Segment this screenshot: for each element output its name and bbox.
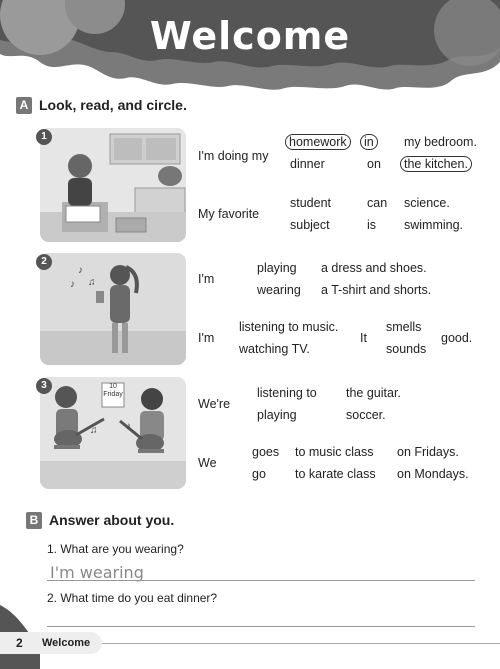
question-2: 2. What time do you eat dinner? [47,591,218,605]
item1-row1-opt2-a[interactable]: in [360,134,378,150]
item1-row2-opt3-a[interactable]: science. [404,196,450,210]
item-number-3: 3 [36,378,52,394]
page-number: 2 [16,636,23,650]
section-b-title: Answer about you. [49,512,175,528]
item2-row1-opt1-a[interactable]: playing [257,261,297,275]
svg-text:♫: ♫ [90,425,98,436]
girl-listening-music-illustration [40,253,186,365]
svg-text:♪: ♪ [126,421,131,432]
svg-text:♪: ♪ [78,265,83,276]
section-a-title: Look, read, and circle. [39,97,187,113]
item1-row1-opt1-a[interactable]: homework [285,134,351,150]
section-b-badge: B [26,512,42,529]
section-a-badge: A [16,97,32,114]
item2-row1-start: I'm [198,272,215,286]
item3-row2-opt2-a[interactable]: to music class [295,445,374,459]
item3-row1-opt1-b[interactable]: playing [257,408,297,422]
item3-row2-opt1-b[interactable]: go [252,467,266,481]
item1-row1-start: I'm doing my [198,149,269,163]
item2-row1-opt1-b[interactable]: wearing [257,283,301,297]
item3-row2-start: We [198,456,217,470]
footer-label: Welcome [42,637,91,649]
picture-2 [40,253,186,365]
item3-row2-opt3-a[interactable]: on Fridays. [397,445,459,459]
calendar-number: 10 [109,383,117,390]
item2-row1-opt2-b[interactable]: a T-shirt and shorts. [321,283,432,297]
item1-row2-opt2-a[interactable]: can [367,196,388,210]
question-1: 1. What are you wearing? [47,542,184,556]
item1-row1-opt2-b[interactable]: on [367,157,381,171]
item2-row2-opt1-b[interactable]: watching TV. [239,342,310,356]
item1-row1-opt1-b[interactable]: dinner [290,157,325,171]
answer-1-line[interactable] [47,580,475,581]
calendar-poster [102,383,124,399]
girl-studying-illustration [40,128,186,242]
item3-row2-opt3-b[interactable]: on Mondays. [397,467,469,481]
svg-text:♫: ♫ [88,277,96,288]
item2-row1-opt2-a[interactable]: a dress and shoes. [321,261,427,275]
item2-row2-mid: It [360,331,367,345]
item1-row2-opt1-b[interactable]: subject [290,218,330,232]
item2-row2-start: I'm [198,331,215,345]
item2-row2-opt2-a[interactable]: smells [386,320,422,334]
item2-row2-opt1-a[interactable]: listening to music. [239,320,339,334]
page-title: Welcome [149,14,351,58]
item3-row1-opt1-a[interactable]: listening to [257,386,317,400]
svg-text:♪: ♪ [70,279,75,290]
footer-rule [102,643,500,644]
item2-row2-end: good. [441,331,473,345]
item1-row2-opt2-b[interactable]: is [367,218,377,232]
item1-row2-opt1-a[interactable]: student [290,196,332,210]
calendar-day: Friday [103,391,123,398]
item3-row1-opt2-a[interactable]: the guitar. [346,386,401,400]
item3-row2-opt2-b[interactable]: to karate class [295,467,376,481]
picture-1 [40,128,186,242]
item1-row1-opt3-b[interactable]: the kitchen. [400,156,472,172]
item1-row1-opt3-a[interactable]: my bedroom. [404,135,477,149]
item2-row2-opt2-b[interactable]: sounds [386,342,427,356]
item1-row2-opt3-b[interactable]: swimming. [404,218,464,232]
answer-1-text[interactable]: I'm wearing [50,563,144,582]
item-number-1: 1 [36,129,52,145]
item3-row2-opt1-a[interactable]: goes [252,445,280,459]
answer-2-line[interactable] [47,626,475,627]
item-number-2: 2 [36,254,52,270]
item3-row1-opt2-b[interactable]: soccer. [346,408,386,422]
item3-row1-start: We're [198,397,231,411]
item1-row2-start: My favorite [198,207,260,221]
